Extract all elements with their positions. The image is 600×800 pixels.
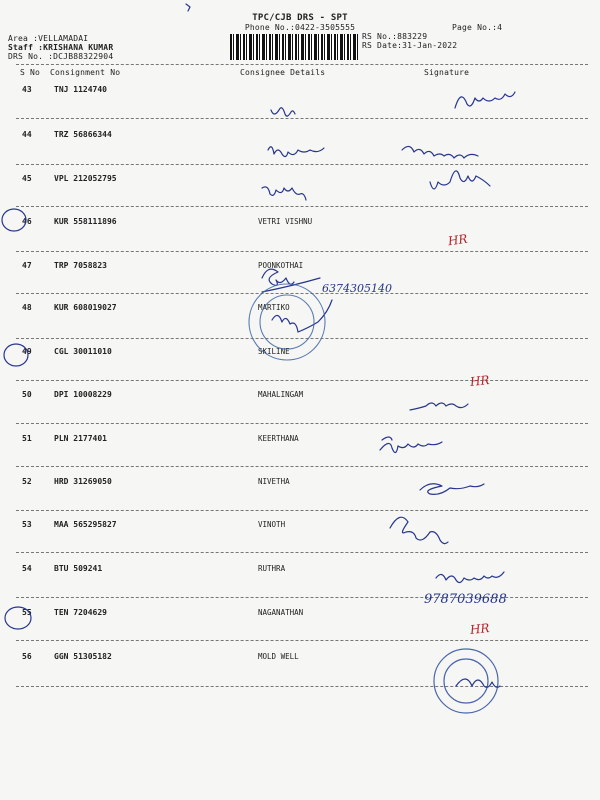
- row-consignment: TRZ 56866344: [54, 130, 112, 139]
- signature-54: [436, 572, 504, 583]
- rs-date: RS Date:31-Jan-2022: [362, 41, 458, 50]
- row-sno: 50: [22, 390, 32, 399]
- signature-47-underline: [262, 278, 320, 292]
- row-consignment: KUR 558111896: [54, 217, 117, 226]
- handwritten-phone-54: 9787039688: [424, 592, 507, 607]
- handwritten-phone-47: 6374305140: [322, 282, 392, 295]
- signature-51: [380, 442, 442, 453]
- signature-45-right: [430, 171, 490, 189]
- signature-45-left: [262, 187, 306, 200]
- row-consignee: KEERTHANA: [258, 434, 299, 443]
- signature-47: [262, 269, 294, 285]
- row-consignment: TNJ 1124740: [54, 85, 107, 94]
- column-header-sno: S No: [20, 68, 41, 77]
- row-consignee: MAHALINGAM: [258, 390, 304, 399]
- row-consignment: VPL 212052795: [54, 174, 117, 183]
- staff-label: Staff :KRISHANA KUMAR: [8, 43, 114, 52]
- row-sno: 49: [22, 347, 32, 356]
- row-sno: 43: [22, 85, 32, 94]
- page-number: Page No.:4: [452, 23, 503, 32]
- row-sno: 45: [22, 174, 32, 183]
- signature-52: [420, 484, 484, 495]
- drs-number: DRS No. :DCJB88322904: [8, 52, 114, 61]
- row-consignment: MAA 565295827: [54, 520, 117, 529]
- row-consignee: POONKOTHAI: [258, 261, 304, 270]
- pen-mark: [186, 4, 190, 11]
- row-consignment: TEN 7204629: [54, 608, 107, 617]
- row-consignment: PLN 2177401: [54, 434, 107, 443]
- signature-44-left: [268, 147, 324, 157]
- row-sno: 48: [22, 303, 32, 312]
- signature-56: [456, 679, 500, 687]
- row-sno: 55: [22, 608, 32, 617]
- row-consignment: TRP 7058823: [54, 261, 107, 270]
- signature-43-left: [271, 108, 295, 116]
- row-consignee: MOLD WELL: [258, 652, 299, 661]
- column-header-signature: Signature: [424, 68, 470, 77]
- signature-53: [390, 517, 448, 543]
- row-consignee: MARTIKO: [258, 303, 290, 312]
- circle-mark-46: [2, 209, 26, 231]
- circle-mark-49: [4, 344, 28, 366]
- row-sno: 44: [22, 130, 32, 139]
- column-header-consignee: Consignee Details: [240, 68, 326, 77]
- row-consignment: CGL 30011010: [54, 347, 112, 356]
- delivery-seal-stamp: [434, 649, 498, 713]
- handwritten-hr-55: HR: [469, 621, 491, 637]
- row-consignment: KUR 608019027: [54, 303, 117, 312]
- row-sno: 51: [22, 434, 32, 443]
- signature-44-right: [402, 146, 478, 158]
- row-sno: 46: [22, 217, 32, 226]
- row-consignee: NIVETHA: [258, 477, 290, 486]
- row-consignment: HRD 31269050: [54, 477, 112, 486]
- row-consignee: NAGANATHAN: [258, 608, 304, 617]
- document-title: TPC/CJB DRS - SPT: [252, 13, 348, 23]
- signature-43-right: [455, 92, 515, 108]
- row-sno: 47: [22, 261, 32, 270]
- signature-51-stroke: [382, 437, 392, 440]
- row-sno: 53: [22, 520, 32, 529]
- row-consignee: RUTHRA: [258, 564, 286, 573]
- handwritten-hr-46: HR: [447, 231, 469, 249]
- signature-48: [272, 300, 332, 332]
- row-consignment: BTU 509241: [54, 564, 103, 573]
- row-consignee: VETRI VISHNU: [258, 217, 313, 226]
- row-consignment: DPI 10008229: [54, 390, 112, 399]
- column-header-consignment: Consignment No: [50, 68, 121, 77]
- row-consignee: SKILINE: [258, 347, 290, 356]
- row-consignee: VINOTH: [258, 520, 286, 529]
- handwritten-hr-49: HR: [469, 373, 491, 389]
- rs-number: RS No.:883229: [362, 32, 428, 41]
- area-label: Area :VELLAMADAI: [8, 34, 89, 43]
- row-consignment: GGN 51305182: [54, 652, 112, 661]
- phone-number: Phone No.:0422-3505555: [244, 23, 356, 32]
- company-seal-stamp: [249, 284, 325, 360]
- row-sno: 54: [22, 564, 32, 573]
- row-sno: 52: [22, 477, 32, 486]
- signature-50: [410, 403, 468, 410]
- row-sno: 56: [22, 652, 32, 661]
- circle-mark-55: [5, 607, 31, 629]
